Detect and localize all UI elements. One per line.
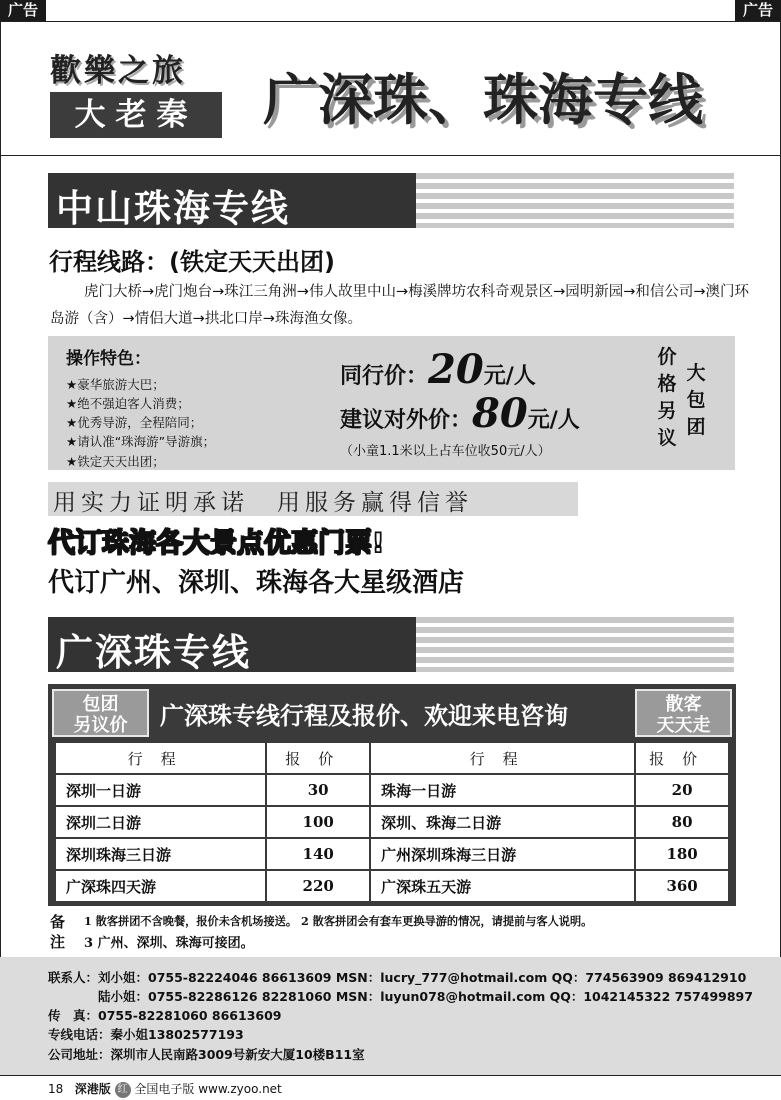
feature-item: ★优秀导游，全程陪同； (66, 415, 203, 430)
route-cell: 深圳二日游 (55, 806, 266, 838)
table-row (55, 774, 729, 806)
ad-tag-right: 广告 (735, 0, 781, 21)
feature-item: ★绝不强迫客人消费； (66, 396, 190, 411)
hotel-line: 代订广州、深圳、珠海各大星级酒店 (48, 568, 465, 598)
route-cell: 珠海一日游 (370, 774, 635, 806)
site-link[interactable]: 全国电子版 www.zyoo.net (134, 1082, 282, 1096)
vertical-char: 价 (657, 346, 677, 368)
price-cell: 30 (266, 774, 370, 806)
price-cell: 360 (635, 870, 729, 902)
vertical-text-charter (685, 360, 707, 441)
header-cell: 报价 (635, 742, 729, 774)
note-line-1: 1 散客拼团不含晚餐，报价未含机场接送。 2 散客拼团会有套车更换导游的情况，请提前与客人说明。 (84, 914, 593, 928)
ticket-line: 代订珠海各大景点优惠门票! (48, 528, 385, 559)
section-bar-zhongshan (48, 173, 416, 228)
hong-mark-icon: 红 (115, 1082, 131, 1098)
badge-line: 散客 (665, 694, 702, 715)
contact-line: 联系人：刘小姐：0755-82224046 86613609 MSN：lucry_777@hotmail.com QQ：774563909 869412910 (48, 970, 747, 985)
route-title: 行程线路：(铁定天天出团) (49, 248, 335, 276)
badge-line: 天天走 (656, 715, 711, 736)
price-table-title: 广深珠专线行程及报价、欢迎来电咨询 (160, 702, 568, 730)
header-divider (0, 155, 781, 156)
vertical-text-price-negotiable (656, 344, 678, 452)
badge-charter (52, 689, 149, 737)
vertical-char: 另 (657, 400, 677, 422)
vertical-char: 大 (686, 362, 706, 384)
contact-line: 公司地址：深圳市人民南路3009号新安大厦10楼B11室 (48, 1047, 365, 1062)
features-title: 操作特色： (66, 349, 151, 369)
table-header-row (55, 742, 729, 774)
price-cell: 20 (635, 774, 729, 806)
badge-line: 另议价 (73, 715, 128, 736)
header-cell: 报价 (266, 742, 370, 774)
peer-price-label: 同行价： (340, 364, 429, 389)
vertical-char: 团 (686, 416, 706, 438)
header-cell: 行程 (55, 742, 266, 774)
section-title-gsz: 广深珠专线 (56, 631, 251, 674)
section-stripes-gsz (416, 617, 734, 672)
contact-line: 传 真：0755-82281060 86613609 (48, 1008, 282, 1023)
child-price-note: （小童1.1米以上占车位收50元/人） (340, 444, 551, 459)
retail-price-line (340, 390, 580, 437)
logo-text-top: 歡樂之旅 (50, 53, 186, 89)
slogan: 用实力证明承诺 用服务赢得信誉 (53, 490, 473, 516)
retail-price-label: 建议对外价： (340, 408, 473, 433)
vertical-char: 格 (657, 373, 677, 395)
route-cell: 深圳一日游 (55, 774, 266, 806)
contact-line: 陆小姐：0755-82286126 82281060 MSN：luyun078@hotmail.com QQ：1042145322 757499897 (48, 989, 753, 1004)
feature-item: ★请认准“珠海游”导游旗； (66, 434, 216, 449)
contact-line: 专线电话：秦小姐13802577193 (48, 1027, 244, 1042)
price-cell: 100 (266, 806, 370, 838)
retail-price-unit: 元/人 (527, 408, 580, 433)
feature-item: ★豪华旅游大巴； (66, 377, 165, 392)
route-cell: 广深珠五天游 (370, 870, 635, 902)
route-cell: 深圳珠海三日游 (55, 838, 266, 870)
badge-individual (635, 689, 732, 737)
section-stripes-zhongshan (416, 173, 734, 228)
route-text: 虎门大桥→虎门炮台→珠江三角洲→伟人故里中山→梅溪牌坊农科奇观景区→园明新园→和信公司→澳门环岛游（含）→情侣大道→拱北口岸→珠海渔女像。 (50, 284, 750, 327)
notes-label-bottom: 注 (50, 933, 66, 951)
route-cell: 广深珠四天游 (55, 870, 266, 902)
ad-tag-left: 广告 (0, 0, 46, 21)
price-cell: 220 (266, 870, 370, 902)
price-cell: 180 (635, 838, 729, 870)
peer-price-unit: 元/人 (483, 364, 536, 389)
page-footer (48, 1080, 282, 1098)
vertical-char: 议 (657, 427, 677, 449)
price-cell: 140 (266, 838, 370, 870)
retail-price-value: 80 (472, 390, 528, 437)
table-row (55, 838, 729, 870)
price-table (54, 741, 730, 903)
note-line-2: 3 广州、深圳、珠海可接团。 (84, 936, 254, 951)
vertical-char: 包 (686, 389, 706, 411)
peer-price-line (340, 346, 536, 393)
badge-line: 包团 (82, 694, 119, 715)
page-title: 广深珠、珠海专线 (263, 67, 704, 132)
header-cell: 行程 (370, 742, 635, 774)
logo-text-bottom: 大老秦 (50, 92, 222, 138)
section-bar-gsz (48, 617, 416, 672)
feature-item: ★铁定天天出团； (66, 454, 165, 469)
section-title-zhongshan: 中山珠海专线 (56, 187, 290, 230)
page-number: 18 (48, 1082, 64, 1096)
peer-price-value: 20 (428, 346, 484, 393)
table-row (55, 806, 729, 838)
table-row (55, 870, 729, 902)
edition-label: 深港版 (74, 1082, 111, 1096)
route-cell: 深圳、珠海二日游 (370, 806, 635, 838)
route-cell: 广州深圳珠海三日游 (370, 838, 635, 870)
notes-label-top: 备 (50, 913, 66, 931)
price-cell: 80 (635, 806, 729, 838)
